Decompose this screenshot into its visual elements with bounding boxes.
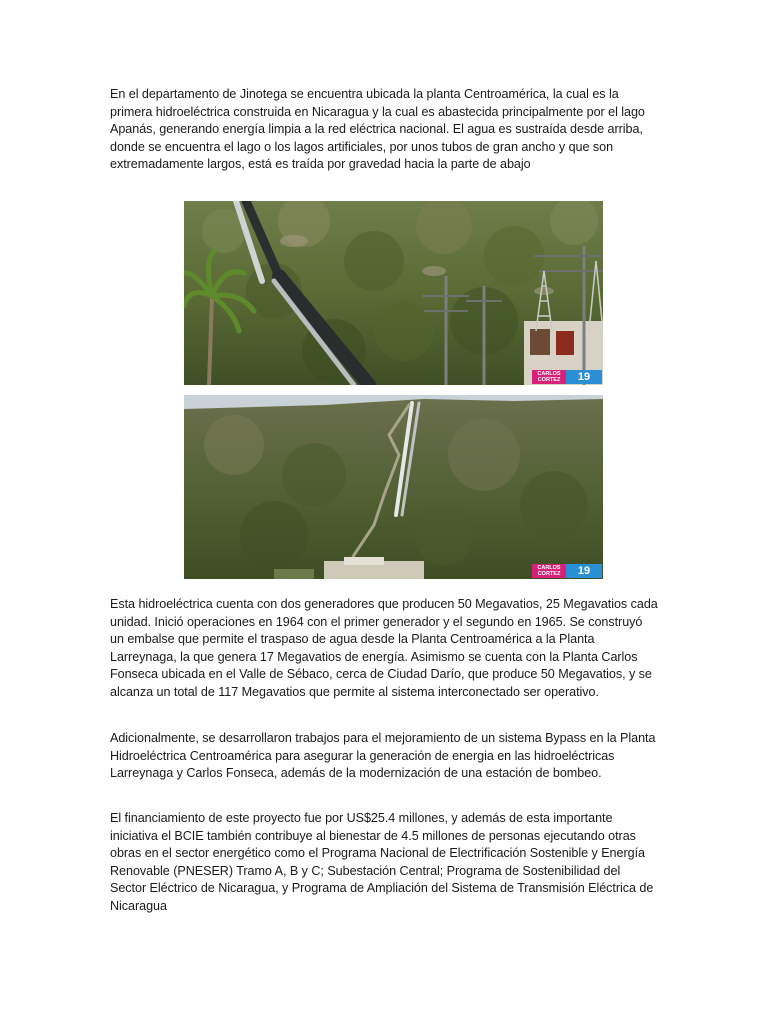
watermark-name-line2: CORTEZ (537, 377, 561, 383)
watermark-channel: 19 (566, 370, 602, 384)
watermark-name-line1: CARLOS (537, 371, 561, 377)
photo-penstock-closeup (184, 201, 603, 385)
photo-penstock-hillside (184, 395, 603, 579)
watermark-name (532, 370, 566, 384)
photo-penstock-closeup-image (184, 201, 603, 385)
paragraph-financing: El financiamiento de este proyecto fue por US$25.4 millones, y además de esta importante iniciativa el BCIE también contribuye al bienestar de 4.5 millones de personas ejecutando otras obras en el sector energético como el Programa Nacional de Electrificación Sostenible y Energía Renovable (PNESER) Tramo A, B y C; Subestación Central; Programa de Sostenibilidad del Sector Eléctrico de Nicaragua, y Programa de Ampliación del Sistema de Transmisión Eléctrica de Nicaragua (110, 811, 654, 913)
photo-penstock-hillside-image (184, 395, 603, 579)
paragraph-bypass: Adicionalmente, se desarrollaron trabajos para el mejoramiento de un sistema Bypass en la Planta Hidroeléctrica Centroamérica para asegurar la generación de energia en las hidroeléctricas Larreynaga y Carlos Fonseca, además de la modernización de una estación de bombeo. (110, 731, 656, 781)
watermark-name-2 (532, 564, 566, 578)
watermark-name-line1-2: CARLOS (537, 565, 561, 571)
watermark-channel-2: 19 (566, 564, 602, 578)
paragraph-generators: Esta hidroeléctrica cuenta con dos generadores que producen 50 Megavatios, 25 Megavatios cada unidad. Inició operaciones en 1964 con el primer generador y el segundo en 1965. Se construyó un embalse que permite el traspaso de agua desde la Planta Centroamérica a la Planta Larreynaga, la que genera 17 Megavatios de energía. Asimismo se cuenta con la Planta Carlos Fonseca ubicada en el Valle de Sébaco, cerca de Ciudad Darío, que produce 50 Megavatios, y se alcanza un total de 117 Megavatios que permite al sistema interconectado ser operativo. (110, 597, 658, 699)
watermark-logo-2 (532, 564, 602, 578)
watermark-name-line2-2: CORTEZ (537, 571, 561, 577)
watermark-logo (532, 370, 602, 384)
paragraph-intro: En el departamento de Jinotega se encuentra ubicada la planta Centroamérica, la cual es la primera hidroeléctrica construida en Nicaragua y la cual es abastecida principalmente por el lago Apanás, generando energía limpia a la red eléctrica nacional. El agua es sustraída desde arriba, donde se encuentra el lago o los lagos artificiales, por unos tubos de gran ancho y que son extremadamente largos, está es traída por gravedad hacia la parte de abajo (110, 87, 645, 172)
